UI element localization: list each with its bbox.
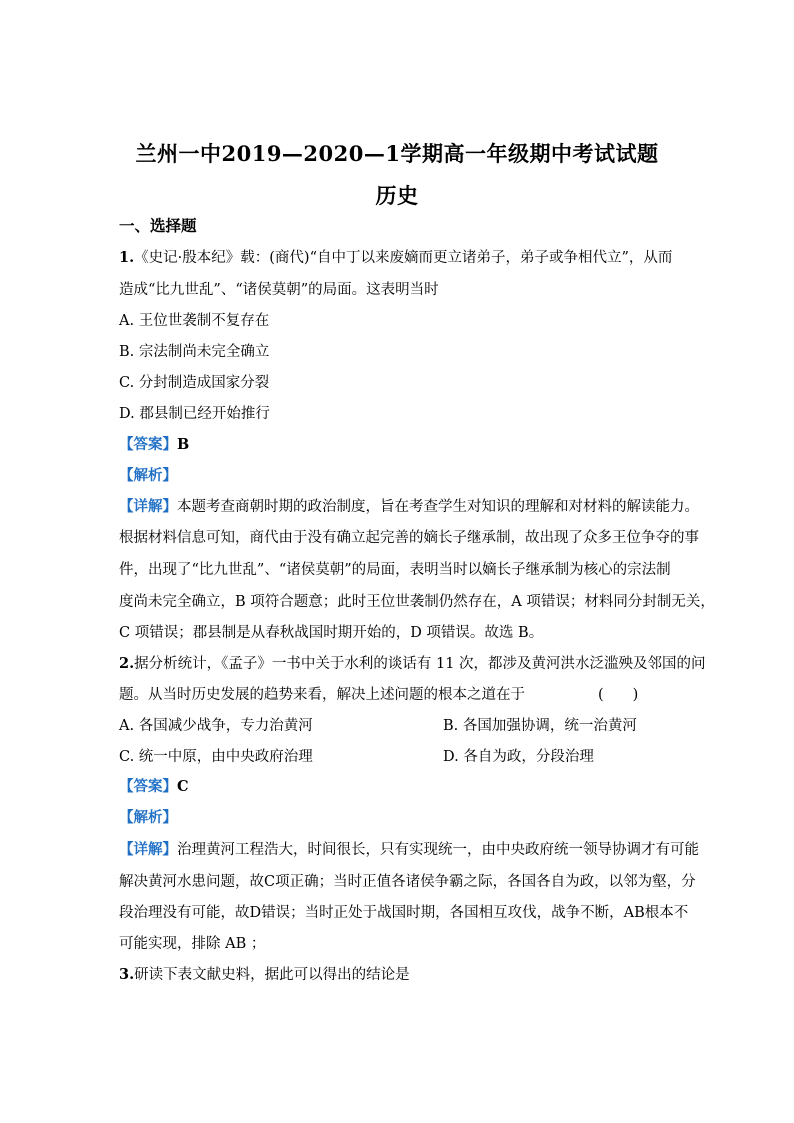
q2-detail-tag: 【详解】 [119,841,177,858]
q1-detail-tag: 【详解】 [119,498,177,515]
q1-detail-line-5: C 项错误；郡县制是从春秋战国时期开始的，D 项错误。故选 B。 [119,625,544,641]
q1-answer-value: B [177,436,190,453]
q1-stem-line-2: 造成“比九世乱”、“诸侯莫朝”的局面。这表明当时 [119,282,439,298]
subject-title: 历史 [375,183,419,208]
q2-option-b: B. 各国加强协调，统一治黄河 [443,718,637,734]
q3-stem-line-1: 3.研读下表文献史料，据此可以得出的结论是 [119,966,410,983]
q3-number: 3. [119,966,135,983]
q1-answer [119,435,679,455]
q1-detail-line-4: 度尚未完全确立，B 项符合题意；此时王位世袭制仍然存在，A 项错误；材料同分封制无关， [119,594,715,610]
q2-option-a: A. 各国减少战争，专力治黄河 [119,718,313,734]
q2-stem-line-2: 题。从当时历史发展的趋势来看，解决上述问题的根本之道在于 [119,687,525,703]
q2-option-c: C. 统一中原，由中央政府治理 [119,749,313,765]
q1-detail-line-3: 件，出现了“比九世乱”、“诸侯莫朝”的局面，表明当时以嫡长子继承制为核心的宗法制 [119,562,671,578]
q1-stem-line-1: 1.《史记·殷本纪》载：(商代)“自中丁以来废嫡而更立诸弟子，弟子或争相代立”，从而 [119,249,673,266]
q2-answer [119,777,679,797]
q1-detail-line-1: 【详解】本题考查商朝时期的政治制度，旨在考查学生对知识的理解和对材料的解读能力。 [119,498,699,515]
section-heading: 一、选择题 [119,216,197,235]
q2-option-d: D. 各自为政，分段治理 [443,749,594,765]
exam-title: 兰州一中2019—2020—1学期高一年级期中考试试题 [135,141,659,166]
q2-analysis-tag: 【解析】 [119,809,177,826]
q2-detail-line-1: 【详解】治理黄河工程浩大，时间很长，只有实现统一，由中央政府统一领导协调才有可能 [119,841,699,858]
q2-answer-tag: 【答案】 [119,778,177,795]
q1-option-c: C. 分封制造成国家分裂 [119,375,270,391]
q1-detail-line-2: 根据材料信息可知，商代由于没有确立起完善的嫡长子继承制，故出现了众多王位争夺的事 [119,530,699,546]
q2-detail-line-3: 段治理没有可能，故D错误；当时正处于战国时期，各国相互攻伐，战争不断，AB根本不 [119,905,689,921]
q1-option-a: A. 王位世袭制不复存在 [119,313,270,329]
q2-analysis [119,808,679,828]
q2-stem-line-1: 2.据分析统计，《孟子》一书中关于水利的谈话有 11 次，都涉及黄河洪水泛滥殃及邻国的问 [119,655,706,672]
q1-option-d: D. 郡县制已经开始推行 [119,406,270,422]
q2-detail-line-2: 解决黄河水患问题，故C项正确；当时正值各诸侯争霸之际，各国各自为政，以邻为壑，分 [119,874,696,890]
q1-analysis [119,466,679,486]
q1-analysis-tag: 【解析】 [119,467,177,484]
q2-detail-line-4: 可能实现，排除 AB ； [119,936,266,952]
q2-answer-value: C [177,778,189,795]
q1-answer-tag: 【答案】 [119,436,177,453]
q1-option-b: B. 宗法制尚未完全确立 [119,344,270,360]
q2-answer-paren: ( ) [598,687,639,703]
q1-number: 1. [119,249,135,266]
q2-number: 2. [119,655,135,672]
